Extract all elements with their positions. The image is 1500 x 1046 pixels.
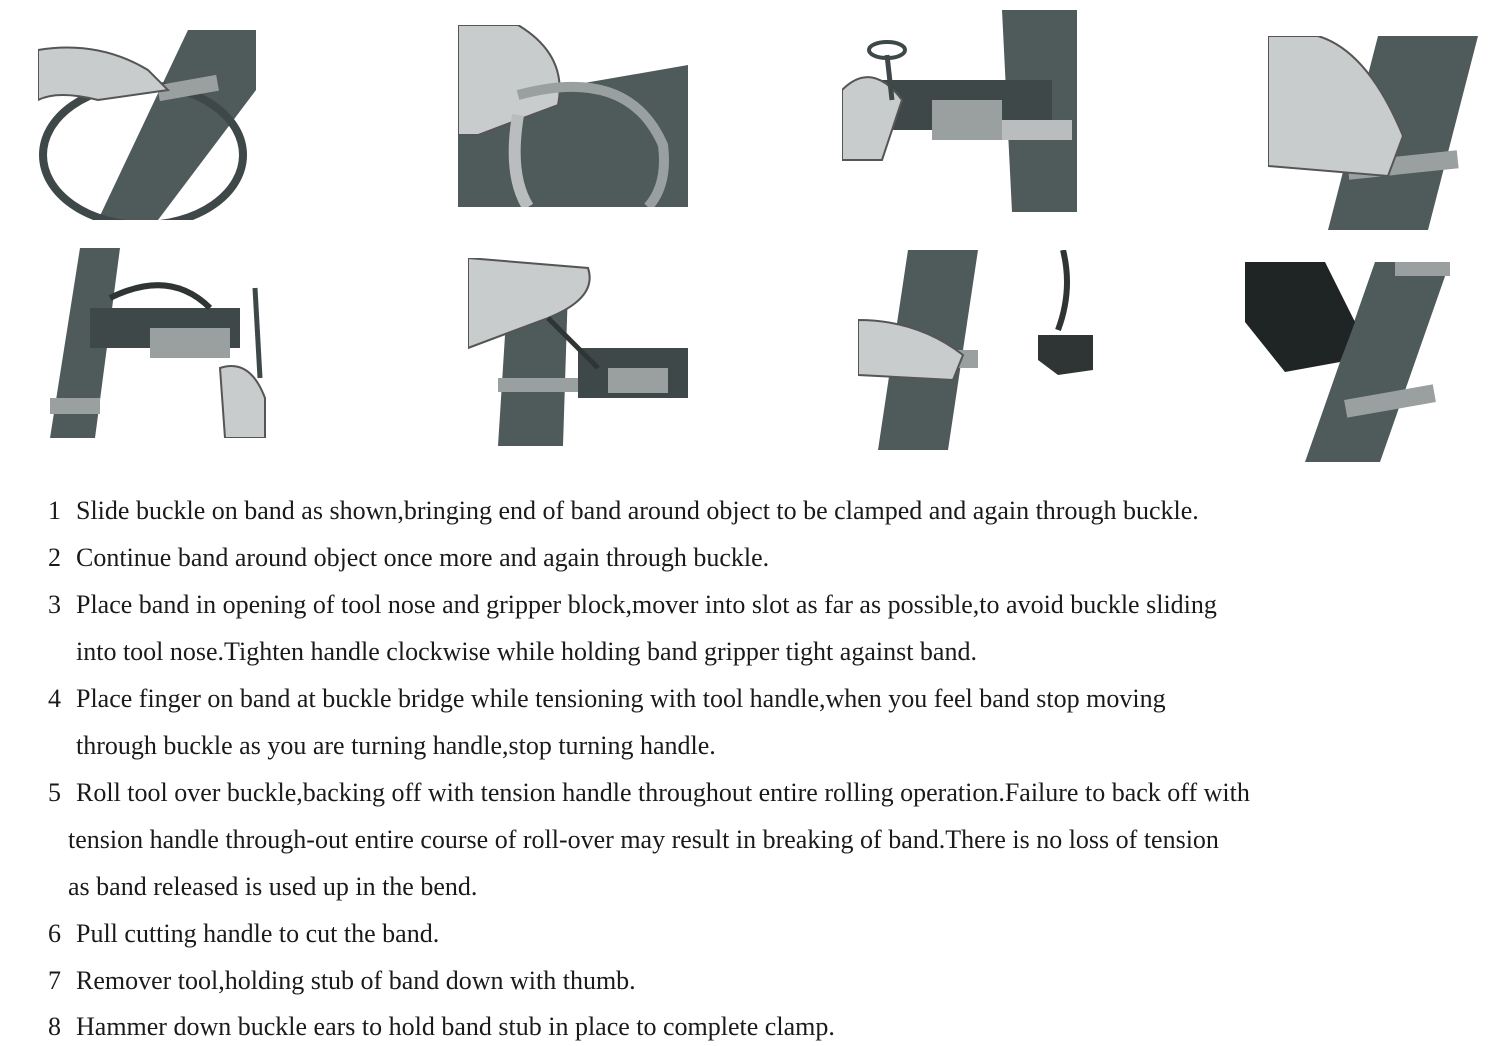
step-text: tension handle through-out entire course of roll-over may result in breaking of band.There is no loss of tension bbox=[68, 825, 1219, 854]
step-text: Continue band around object once more and again through buckle. bbox=[76, 543, 770, 572]
band-around-pipe-icon bbox=[38, 30, 258, 220]
remove-tool-icon bbox=[858, 250, 1098, 450]
step-text: Remover tool,holding stub of band down with thumb. bbox=[76, 966, 636, 995]
step-text: Hammer down buckle ears to hold band stub in place to complete clamp. bbox=[76, 1012, 835, 1041]
step-number: 3 bbox=[48, 590, 61, 619]
hammer-buckle-icon bbox=[1245, 262, 1450, 462]
finger-on-buckle-icon bbox=[1268, 36, 1480, 230]
step-text: Pull cutting handle to cut the band. bbox=[76, 919, 440, 948]
step-text: through buckle as you are turning handle,stop turning handle. bbox=[76, 731, 716, 760]
tool-on-band-icon bbox=[842, 10, 1080, 212]
step-number: 6 bbox=[48, 919, 61, 948]
step-text: Place band in opening of tool nose and gripper block,mover into slot as far as possible,to avoid buckle sliding bbox=[76, 590, 1217, 619]
step-text: Roll tool over buckle,backing off with tension handle throughout entire rolling operation.Failure to back off with bbox=[76, 778, 1250, 807]
step-number: 1 bbox=[48, 496, 61, 525]
step-number: 7 bbox=[48, 966, 61, 995]
step-text: Slide buckle on band as shown,bringing end of band around object to be clamped and again through buckle. bbox=[76, 496, 1199, 525]
tool-roll-over-icon bbox=[50, 248, 275, 438]
step-number: 2 bbox=[48, 543, 61, 572]
step-text: into tool nose.Tighten handle clockwise while holding band gripper tight against band. bbox=[76, 637, 977, 666]
step-number: 8 bbox=[48, 1012, 61, 1041]
cutting-handle-icon bbox=[468, 258, 688, 446]
step-number: 5 bbox=[48, 778, 61, 807]
step-text: as band released is used up in the bend. bbox=[68, 872, 478, 901]
band-through-buckle-icon bbox=[458, 25, 688, 207]
step-text: Place finger on band at buckle bridge while tensioning with tool handle,when you feel band stop moving bbox=[76, 684, 1166, 713]
step-number: 4 bbox=[48, 684, 61, 713]
